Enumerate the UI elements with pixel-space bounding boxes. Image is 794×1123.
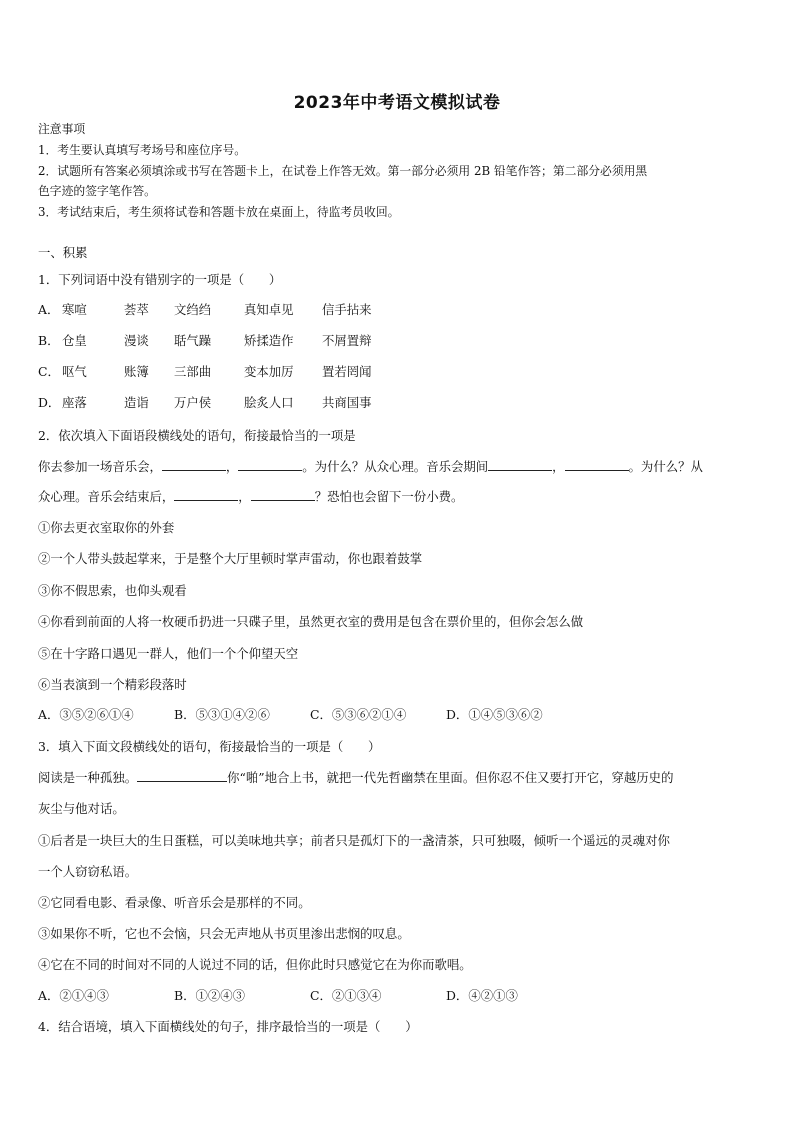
passage-text: ， bbox=[238, 489, 251, 504]
question-2-passage-line bbox=[38, 459, 703, 475]
question-1-option-a bbox=[38, 302, 372, 318]
option-word: 呕气 bbox=[62, 364, 87, 379]
passage-text: 阅读是一种孤独。 bbox=[38, 770, 138, 785]
answer-choice: C．⑤③⑥②①④ bbox=[310, 707, 407, 722]
option-word: 脍炙人口 bbox=[244, 395, 294, 410]
question-2-item: ③你不假思索，也仰头观看 bbox=[38, 583, 187, 598]
question-3-item: ③如果你不听，它也不会恼，只会无声地从书页里渗出悲悯的叹息。 bbox=[38, 926, 410, 941]
answer-choice: B．⑤③①④②⑥ bbox=[174, 707, 270, 722]
passage-text: ， bbox=[225, 459, 239, 474]
option-word: 聒气躁 bbox=[174, 333, 212, 348]
option-word: 账簿 bbox=[124, 364, 149, 379]
option-word: 置若罔闻 bbox=[322, 364, 372, 379]
option-word: 真知卓见 bbox=[244, 302, 294, 317]
answer-choice: A．③⑤②⑥①④ bbox=[38, 707, 134, 722]
option-label: C． bbox=[38, 364, 60, 379]
section-heading: 一、积累 bbox=[38, 245, 88, 260]
question-2-answers bbox=[38, 707, 543, 723]
question-2-item: ①你去更衣室取你的外套 bbox=[38, 520, 175, 535]
option-word: 寒喧 bbox=[62, 302, 87, 317]
question-1-option-b bbox=[38, 333, 372, 349]
question-1-option-c bbox=[38, 364, 372, 380]
question-2-passage-line bbox=[38, 489, 463, 505]
question-3-item: ①后者是一块巨大的生日蛋糕，可以美味地共享；前者只是孤灯下的一盏清茶，只可独啜，倾听一个遥远的灵魂对你 bbox=[38, 833, 670, 848]
fill-blank bbox=[174, 489, 238, 501]
fill-blank bbox=[137, 770, 227, 782]
option-label: B． bbox=[38, 333, 60, 348]
option-word: 万户侯 bbox=[174, 395, 212, 410]
option-word: 三部曲 bbox=[174, 364, 212, 379]
passage-text: 你去参加一场音乐会， bbox=[38, 459, 162, 474]
answer-choice: D．④②①③ bbox=[446, 988, 518, 1003]
fill-blank bbox=[162, 459, 226, 471]
option-word: 造诣 bbox=[124, 395, 149, 410]
question-3-item: ④它在不同的时间对不同的人说过不同的话，但你此时只感觉它在为你而歌唱。 bbox=[38, 957, 472, 972]
question-2-item: ②一个人带头鼓起掌来，于是整个大厅里顿时掌声雷动，你也跟着鼓掌 bbox=[38, 551, 423, 566]
passage-text: 众心理。音乐会结束后， bbox=[38, 489, 175, 504]
option-word: 文绉绉 bbox=[174, 302, 212, 317]
notice-item: 1．考生要认真填写考场号和座位序号。 bbox=[38, 143, 247, 157]
answer-choice: B．①②④③ bbox=[174, 988, 246, 1003]
option-word: 座落 bbox=[62, 395, 87, 410]
answer-choice: D．①④⑤③⑥② bbox=[446, 707, 543, 722]
notice-item: 2．试题所有答案必须填涂或书写在答题卡上，在试卷上作答无效。第一部分必须用 2B 铅笔作答；第二部分必须用黑 bbox=[38, 164, 648, 178]
option-word: 仓皇 bbox=[62, 333, 87, 348]
question-3-stem: 3．填入下面文段横线处的语句，衔接最恰当的一项是（ ） bbox=[38, 739, 381, 754]
passage-text: 。为什么？从众心理。音乐会期间 bbox=[302, 459, 489, 474]
passage-text: ， bbox=[552, 459, 565, 474]
option-word: 不屑置辩 bbox=[322, 333, 372, 348]
question-3-item: ②它同看电影、看录像、听音乐会是那样的不同。 bbox=[38, 895, 311, 910]
question-2-item: ⑤在十字路口遇见一群人，他们一个个仰望天空 bbox=[38, 646, 299, 661]
option-label: A． bbox=[38, 302, 60, 317]
passage-text: ？恐怕也会留下一份小费。 bbox=[314, 489, 464, 504]
option-word: 变本加厉 bbox=[244, 364, 294, 379]
passage-text: 你“啪”地合上书，就把一代先哲幽禁在里面。但你忍不住又要打开它，穿越历史的 bbox=[227, 770, 674, 785]
option-word: 漫谈 bbox=[124, 333, 149, 348]
option-word: 信手拈来 bbox=[322, 302, 372, 317]
question-2-item: ⑥当表演到一个精彩段落时 bbox=[38, 677, 187, 692]
answer-choice: A．②①④③ bbox=[38, 988, 109, 1003]
option-word: 荟萃 bbox=[124, 302, 149, 317]
question-2-item: ④你看到前面的人将一枚硬币扔进一只碟子里，虽然更衣室的费用是包含在票价里的，但你会怎么做 bbox=[38, 614, 584, 629]
option-word: 共商国事 bbox=[322, 395, 372, 410]
notice-heading: 注意事项 bbox=[38, 122, 86, 136]
notice-item: 3．考试结束后，考生须将试卷和答题卡放在桌面上，待监考员收回。 bbox=[38, 205, 400, 219]
answer-choice: C．②①③④ bbox=[310, 988, 382, 1003]
fill-blank bbox=[238, 459, 302, 471]
question-1-option-d bbox=[38, 395, 372, 411]
question-3-item-continued: 一个人窃窃私语。 bbox=[38, 864, 138, 879]
question-2-stem: 2．依次填入下面语段横线处的语句，衔接最恰当的一项是 bbox=[38, 428, 356, 443]
option-word: 矫揉造作 bbox=[244, 333, 294, 348]
fill-blank bbox=[488, 459, 552, 471]
question-4-stem: 4．结合语境，填入下面横线处的句子，排序最恰当的一项是（ ） bbox=[38, 1019, 418, 1034]
fill-blank bbox=[565, 459, 629, 471]
question-3-passage-line bbox=[38, 770, 673, 786]
question-3-answers bbox=[38, 988, 518, 1004]
page-title: 2023年中考语文模拟试卷 bbox=[293, 93, 501, 113]
question-1-stem: 1．下列词语中没有错别字的一项是（ ） bbox=[38, 272, 282, 287]
fill-blank bbox=[251, 489, 315, 501]
notice-item: 色字迹的签字笔作答。 bbox=[38, 184, 156, 198]
option-label: D． bbox=[38, 395, 61, 410]
passage-text: 。为什么？从 bbox=[628, 459, 703, 474]
question-3-passage-line: 灰尘与他对话。 bbox=[38, 801, 125, 816]
